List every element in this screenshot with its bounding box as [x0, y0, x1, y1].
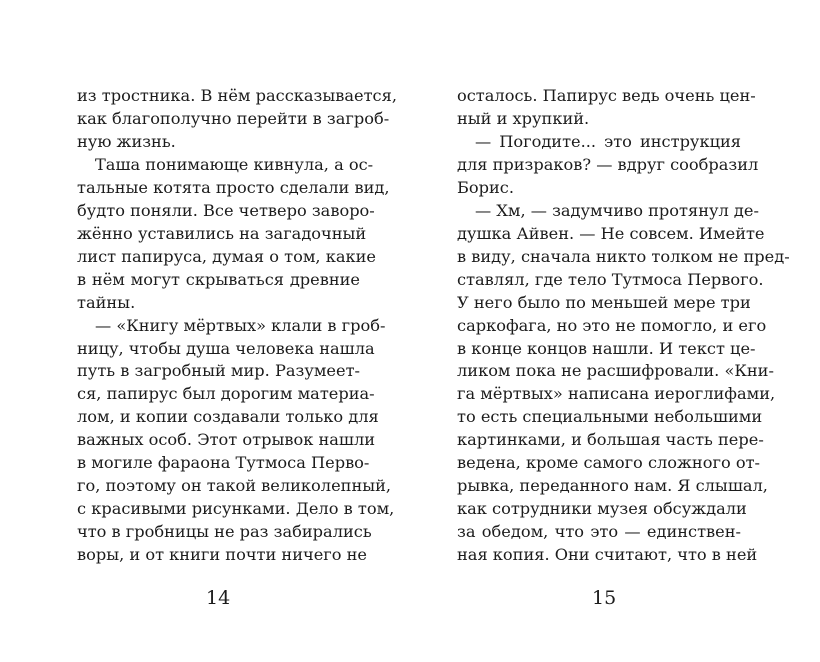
text-line: саркофага, но это не помогло, и его	[457, 315, 767, 335]
text-line: как благополучно перейти в загроб-	[77, 109, 390, 128]
text-line: Таша понимающе кивнула, а ос-	[95, 154, 374, 174]
text-line: путь в загробный мир. Разумеет-	[77, 361, 361, 381]
text-line: ная копия. Они считают, что в ней	[457, 545, 758, 564]
text-line: ный и хрупкий.	[457, 109, 590, 128]
text-line: душка Айвен. — Не совсем. Имейте	[457, 223, 765, 243]
text-line: жённо уставились на загадочный	[77, 223, 367, 243]
text-line: что в гробницы не раз забирались	[77, 522, 372, 542]
page-number: 15	[592, 587, 617, 609]
text-line: ся, папирус был дорогим материа-	[77, 384, 375, 404]
text-line: Борис.	[457, 177, 515, 197]
text-line: ликом пока не расшифровали. «Кни-	[457, 361, 774, 381]
text-line: тайны.	[77, 292, 136, 312]
text-line: осталось. Папирус ведь очень цен-	[457, 86, 756, 105]
text-line: — Погодите... это инструкция	[475, 131, 741, 151]
text-line: за обедом, что это — единствен-	[457, 522, 741, 542]
text-line: ведена, кроме самого сложного от-	[457, 453, 761, 473]
text-line: ную жизнь.	[77, 131, 176, 151]
text-line: важных особ. Этот отрывок нашли	[77, 430, 376, 450]
text-line: в нём могут скрываться древние	[77, 269, 360, 289]
text-line: будто поняли. Все четверо заворо-	[77, 200, 375, 220]
text-line: картинками, и большая часть пере-	[457, 430, 764, 450]
page-number: 14	[206, 587, 231, 609]
text-line: лом, и копии создавали только для	[77, 407, 379, 427]
text-line: рывка, переданного нам. Я слышал,	[457, 476, 768, 496]
text-line: ницу, чтобы душа человека нашла	[77, 338, 375, 358]
text-line: воры, и от книги почти ничего не	[77, 545, 368, 564]
text-line: в конце концов нашли. И текст це-	[457, 338, 756, 358]
text-line: лист папируса, думая о том, какие	[77, 246, 376, 266]
text-line: тальные котята просто сделали вид,	[77, 177, 390, 197]
text-line: с красивыми рисунками. Дело в том,	[77, 499, 395, 519]
text-line: как сотрудники музея обсуждали	[457, 499, 747, 519]
text-line: ставлял, где тело Тутмоса Первого.	[457, 269, 764, 289]
text-line: У него было по меньшей мере три	[457, 292, 751, 312]
text-line: га мёртвых» написана иероглифами,	[457, 384, 776, 404]
text-line: то есть специальными небольшими	[457, 407, 763, 427]
text-line: в могиле фараона Тутмоса Перво-	[77, 453, 370, 473]
text-line: го, поэтому он такой великолепный,	[77, 476, 392, 496]
text-line: — «Книгу мёртвых» клали в гроб-	[95, 315, 386, 335]
text-line: — Хм, — задумчиво протянул де-	[475, 200, 759, 220]
text-line: для призраков? — вдруг сообразил	[457, 154, 759, 174]
text-line: из тростника. В нём рассказывается,	[77, 86, 397, 105]
text-line: в виду, сначала никто толком не пред-	[457, 246, 790, 266]
right-page	[410, 0, 820, 662]
